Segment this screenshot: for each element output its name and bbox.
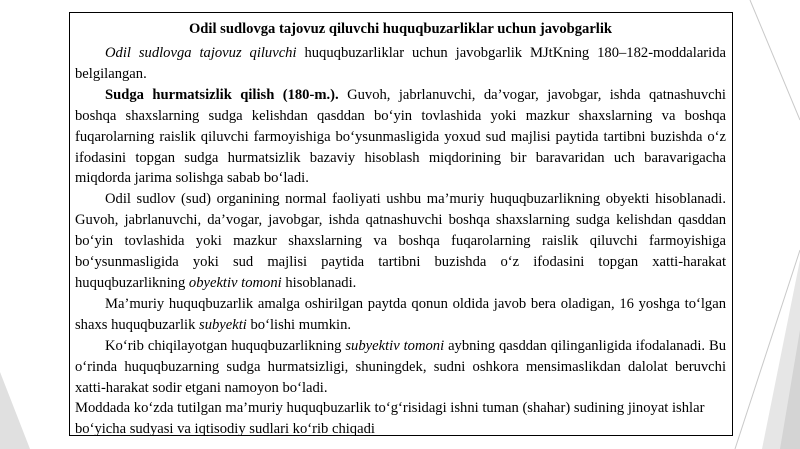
intro-italic: Odil sudlovga tajovuz qiluvchi bbox=[105, 45, 297, 61]
paragraph-subject bbox=[75, 294, 726, 336]
object-text: Odil sudlov (sud) organining normal faoliyati ushbu ma’muriy huquqbuzarlikning obyekti hisoblanadi. Guvoh, jabrlanuvchi, da’vogar, javobgar, ishda qatnashuvchi boshqa shaxslarning sudga kelishdan qasddan bo‘yin tovlashida yoki mazkur shaxslarning va boshqa fuqarolarning raislik qiluvchi farmoyishiga bo‘ysunmasligida yoki sud majlisi paytida tartibni buzishda o‘z ifodasini topgan xatti-harakat huquqbuzarlikning bbox=[75, 191, 726, 291]
subject-tail: bo‘lishi mumkin. bbox=[246, 316, 352, 333]
subjective-text: Ko‘rib chiqilayotgan huquqbuzarlikning bbox=[105, 337, 346, 354]
paragraph-intro bbox=[75, 43, 726, 85]
intro-text: huquqbuzarliklar uchun javobgarlik MJtKning 180–182-moddalarida belgilangan. bbox=[75, 45, 726, 82]
subject-italic: subyekti bbox=[199, 316, 247, 333]
article-text: Guvoh, jabrlanuvchi, da’vogar, javobgar, ishda qatnashuvchi boshqa shaxslarning sudga kelishdan qasddan bo‘yin tovlashida yoki mazkur shaxslarning va boshqa fuqarolarning raislik qiluvchi farmoyishiga bo‘ysunmasligida yoxud sud majlisi paytida tartibni buzishda o‘z ifodasini topgan sudga hurmatsizlik bazaviy hisoblash miqdorining bir baravaridan uch baravarigacha miqdorda jarima solishga sabab bo‘ladi. bbox=[75, 86, 726, 187]
subject-text: Ma’muriy huquqbuzarlik amalga oshirilgan paytda qonun oldida javob bera oladigan, 16 yoshga to‘lgan shaxs huquqbuzarlik bbox=[75, 295, 726, 333]
object-tail: hisoblanadi. bbox=[281, 274, 357, 291]
object-italic: obyektiv tomoni bbox=[188, 274, 282, 291]
article-heading: Sudga hurmatsizlik qilish (180-m.). bbox=[105, 86, 339, 103]
subjective-tail: aybning qasddan qilinganligida ifodalanadi. Bu o‘rinda huquqbuzarning sudga hurmatsizligi, shuningdek, sudni oshkora mensimaslikdan dalolat beruvchi xatti-harakat sodir etgani namoyon bo‘ladi. bbox=[75, 337, 727, 396]
document-box bbox=[69, 12, 733, 436]
paragraph-subjective-side bbox=[75, 336, 726, 399]
subjective-italic: subyektiv tomoni bbox=[345, 337, 445, 354]
paragraph-jurisdiction: Moddada ko‘zda tutilgan ma’muriy huquqbuzarlik to‘g‘risidagi ishni tuman (shahar) sudining jinoyat ishlar bo‘yicha sudyasi va iqtisodiy sudlari ko‘rib chiqadi bbox=[75, 400, 705, 438]
paragraph-article-180 bbox=[75, 85, 726, 190]
document-title: Odil sudlovga tajovuz qiluvchi huquqbuzarliklar uchun javobgarlik bbox=[188, 21, 613, 37]
paragraph-object bbox=[75, 189, 726, 294]
